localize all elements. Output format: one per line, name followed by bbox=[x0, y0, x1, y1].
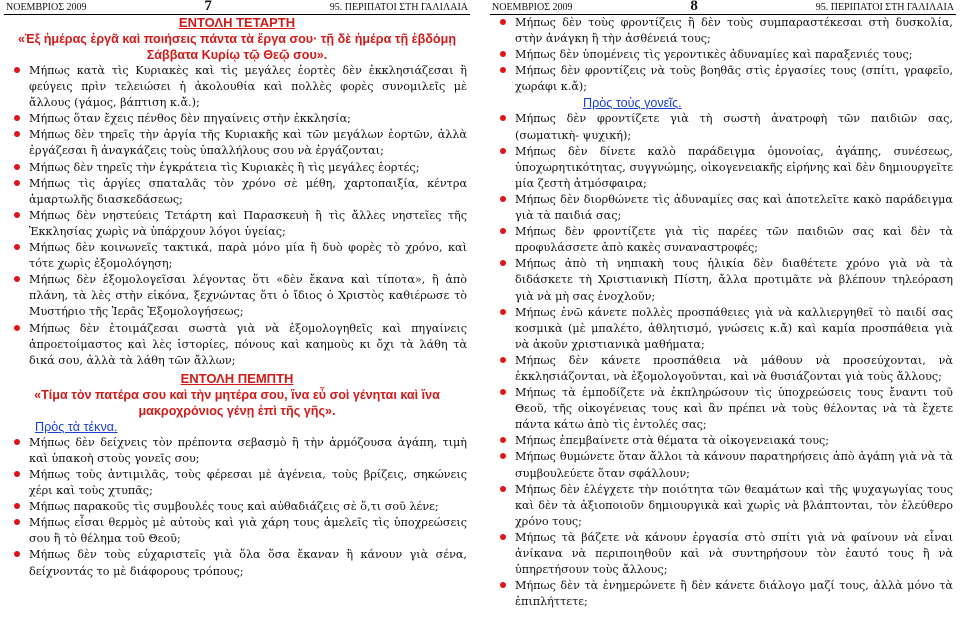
question-list bbox=[7, 63, 467, 369]
page-gutter bbox=[472, 0, 484, 628]
question-item: Μήπως δὲν ἐξομολογεῖσαι λέγοντας ὅτι «δὲν ἔκανα καὶ τίποτα», ἢ ἀπὸ πλάνη, τὰ λὲς στὴν εἰκόνα, ξεχνώντας ὅτι ὁ ἴδιος ὁ Χριστὸς καθιέρωσε τὸ Μυστήριο τῆς Ἱερᾶς Ἐξομολογήσεως; bbox=[7, 272, 467, 320]
question-item: Μήπως δὲν φροντίζετε γιὰ τὴ σωστὴ ἀνατροφὴ τῶν παιδιῶν σας, (σωματικὴ- ψυχική); bbox=[493, 111, 953, 143]
question-item: Μήπως θυμώνετε ὅταν ἄλλοι τὰ κάνουν παρατηρήσεις ἀπὸ ἀγάπη γιὰ νὰ τὰ συμβουλεύετε ὅταν σφάλλουν; bbox=[493, 449, 953, 481]
page-number: 8 bbox=[690, 0, 698, 14]
page-header bbox=[4, 0, 470, 15]
question-item: Μήπως παρακοῦς τὶς συμβουλές τους καὶ αὐθαδιάζεις σὲ ὅ,τι σοῦ λένε; bbox=[7, 499, 467, 515]
question-item: Μήπως τὶς ἀργίες σπαταλᾶς τὸν χρόνο σὲ μέθη, χαρτοπαιξία, κέντρα ἁμαρτωλῆς διασκεδάσεως; bbox=[7, 176, 467, 208]
question-item: Μήπως δὲν ἐλέγχετε τὴν ποιότητα τῶν θεαμάτων καὶ τῆς ψυχαγωγίας τους καὶ δὲν τὰ ἀξιοποιοῦν δημιουργικὰ καὶ χωρὶς νὰ βλάπτονται, τὸν ἐλεύθερο χρόνο τους; bbox=[493, 482, 953, 530]
question-item: Μήπως ἐνῶ κάνετε πολλὲς προσπάθειες γιὰ νὰ καλλιεργηθεῖ τὸ παιδί σας κοσμικὰ (μὲ μπαλέτο, ἀθλητισμό, γνώσεις κ.ἄ) καὶ καμία προσπάθεια γιὰ νὰ ἀκοῦν χριστιανικὰ μαθήματα; bbox=[493, 305, 953, 353]
commandment-quote: «Ἐξ ἡμέρας ἐργᾶ καὶ ποιήσεις πάντα τὰ ἔργα σου· τῇ δὲ ἡμέρα τῇ ἑβδόμῃ Σάββατα Κυρίῳ τῷ Θεῷ σου». bbox=[17, 32, 457, 62]
question-item: Μήπως τοὺς ἀντιμιλᾶς, τοὺς φέρεσαι μὲ ἀγένεια, τοὺς βρίζεις, σηκώνεις χέρι καὶ τοὺς χτυπᾶς; bbox=[7, 467, 467, 499]
question-item: Μήπως δὲν φροντίζεις νὰ τοὺς βοηθᾶς στὶς ἐργασίες τους (σπίτι, γραφεῖο, χωράφι κ.ἄ); bbox=[493, 63, 953, 95]
header-title: 95. ΠΕΡΙΠΑΤΟΙ ΣΤΗ ΓΑΛΙΛΑΙΑ bbox=[815, 2, 954, 13]
page-number: 7 bbox=[204, 0, 212, 14]
question-item: Μήπως ἐπεμβαίνετε στὰ θέματα τὰ οἰκογενειακά τους; bbox=[493, 433, 953, 449]
question-item: Μήπως δὲν τηρεῖς τὴν ἀργία τῆς Κυριακῆς καὶ τῶν μεγάλων ἑορτῶν, ἀλλὰ ἐργάζεσαι ἢ ἀναγκάζεις τοὺς ὑπαλλήλους σου νὰ ἐργάζονται; bbox=[7, 127, 467, 159]
question-item: Μήπως δὲν τηρεῖς τὴν ἐγκράτεια τὶς Κυριακὲς ἢ τὶς μεγάλες ἑορτές; bbox=[7, 160, 467, 176]
question-list-2 bbox=[7, 435, 467, 580]
question-item: Μήπως δὲν ὑπομένεις τὶς γεροντικὲς ἀδυναμίες καὶ παραξενιές τους; bbox=[493, 47, 953, 63]
question-item: Μήπως δὲν διορθώνετε τὶς ἀδυναμίες σας καὶ ἀποτελεῖτε κακὸ παράδειγμα γιὰ τὰ παιδιά σας; bbox=[493, 192, 953, 224]
header-title: 95. ΠΕΡΙΠΑΤΟΙ ΣΤΗ ΓΑΛΙΛΑΙΑ bbox=[329, 2, 468, 13]
question-item: Μήπως δὲν δίνετε καλὸ παράδειγμα ὁμονοίας, ἀγάπης, συνέσεως, ὑποχωρητικότητας, συγγνώμης, οἰκογενειακῆς εἰρήνης καὶ δὲν δημιουργεῖτε μία ζεστὴ ἀτμόσφαιρα; bbox=[493, 144, 953, 192]
question-item: Μήπως δὲν φροντίζετε γιὰ τὶς παρέες τῶν παιδιῶν σας καὶ δὲν τὰ προφυλάσσετε ἀπὸ κακὲς συναναστροφές; bbox=[493, 224, 953, 256]
question-item: Μήπως κατὰ τὶς Κυριακὲς καὶ τὶς μεγάλες ἑορτὲς δὲν ἐκκλησιάζεσαι ἢ φεύγεις πρὶν τελειώσει ἡ ἀκολουθία καὶ πολλὲς φορὲς συνομιλεῖς μὲ ἄλλους (γάμος, βάπτιση κ.ἄ.); bbox=[7, 63, 467, 111]
header-date: ΝΟΕΜΒΡΙΟΣ 2009 bbox=[6, 2, 87, 13]
commandment-quote-2: «Τίμα τὸν πατέρα σου καὶ τὴν μητέρα σου, ἵνα εὖ σοὶ γένηται καὶ ἵνα μακροχρόνιος γένῃ ἐπὶ τῆς γῆς». bbox=[34, 387, 440, 418]
section-subtitle: Πρὸς τὰ τέκνα. bbox=[35, 419, 118, 434]
question-item: Μήπως ὅταν ἔχεις πένθος δὲν πηγαίνεις στὴν ἐκκλησία; bbox=[7, 111, 467, 127]
question-item: Μήπως δὲν κάνετε προσπάθεια νὰ μάθουν νὰ προσεύχονται, νὰ ἐκκλησιάζονται, νὰ ἐξομολογοῦνται, καὶ νὰ θυσιάζονται γιὰ τοὺς ἄλλους; bbox=[493, 353, 953, 385]
header-date: ΝΟΕΜΒΡΙΟΣ 2009 bbox=[492, 2, 573, 13]
question-item: Μήπως δὲν τὰ ἐνημερώνετε ἢ δὲν κάνετε διάλογο μαζί τους, ἀλλὰ μόνο τὰ ἐπιπλήττετε; bbox=[493, 578, 953, 610]
left-page bbox=[4, 0, 470, 628]
question-item: Μήπως δὲν κοινωνεῖς τακτικά, παρὰ μόνο μία ἢ δυὸ φορὲς τὸ χρόνο, καὶ τότε χωρὶς ἐξομολόγηση; bbox=[7, 240, 467, 272]
question-item: Μήπως τὰ βάζετε νὰ κάνουν ἐργασία στὸ σπίτι γιὰ νὰ φαίνουν νὰ εἶναι ἀνίκανα νὰ περιποιηθοῦν καὶ νὰ συντηρήσουν τὸν ἑαυτό τους ἢ νὰ ὑπηρετήσουν τοὺς ἄλλους; bbox=[493, 530, 953, 578]
right-page bbox=[490, 0, 956, 628]
question-item: Μήπως δὲν τοὺς εὐχαριστεῖς γιὰ ὅλα ὅσα ἔκαναν ἢ κάνουν γιὰ σένα, δείχνοντάς το μὲ διάφορους τρόπους; bbox=[7, 547, 467, 579]
question-item: Μήπως δὲν τοὺς φροντίζεις ἢ δὲν τοὺς συμπαραστέκεσαι στὴ δυσκολία, στὴν ἀνάγκη ἢ τὴν ἀσθένειά τους; bbox=[493, 15, 953, 47]
page-body bbox=[4, 15, 470, 580]
page-body bbox=[490, 15, 956, 610]
question-item: Μήπως τὰ ἐμποδίζετε νὰ ἐκπληρώσουν τὶς ὑποχρεώσεις τους ἔναντι τοῦ Θεοῦ, τῆς οἰκογένειας τους καὶ ἂν πρέπει νὰ τοὺς θέλοντας νὰ τὰ ἔχετε πάντα κάτω ἀπὸ τὶς ἐντολές σας; bbox=[493, 385, 953, 433]
page-header bbox=[490, 0, 956, 15]
question-item: Μήπως δὲν δείχνεις τὸν πρέποντα σεβασμὸ ἢ τὴν ἁρμόζουσα ἀγάπη, τιμὴ καὶ ὑπακοὴ στοὺς γονεῖς σου; bbox=[7, 435, 467, 467]
question-item: Μήπως δὲν νηστεύεις Τετάρτη καὶ Παρασκευὴ ἢ τὶς ἄλλες νηστεῖες τῆς Ἐκκλησίας χωρὶς νὰ ὑπάρχουν λόγοι ὑγείας; bbox=[7, 208, 467, 240]
question-item: Μήπως εἶσαι θερμὸς μὲ αὐτοὺς καὶ γιὰ χάρη τους ἀμελεῖς τὶς ὑποχρεώσεις σου ἢ τὸ θέλημα τοῦ Θεοῦ; bbox=[7, 515, 467, 547]
commandment-title: ΕΝΤΟΛΗ ΤΕΤΑΡΤΗ bbox=[178, 15, 296, 30]
question-list-2 bbox=[493, 111, 953, 610]
question-item: Μήπως ἀπὸ τὴ νηπιακὴ τους ἡλικία δὲν διαθέτετε χρόνο γιὰ νὰ τὰ διδάσκετε τὴ Χριστιανικὴ Πίστη, ἄλλα προτιμᾶτε νὰ βλέπουν τηλεόραση γιὰ νὰ μὴ σας ἐνοχλοῦν; bbox=[493, 256, 953, 304]
section-subtitle: Πρὸς τοὺς γονεῖς. bbox=[583, 96, 682, 111]
commandment-title-2: ΕΝΤΟΛΗ ΠΕΜΠΤΗ bbox=[180, 370, 294, 386]
question-list bbox=[493, 15, 953, 95]
question-item: Μήπως δὲν ἑτοιμάζεσαι σωστὰ γιὰ νὰ ἐξομολογηθεῖς καὶ πηγαίνεις ἀπροετοίμαστος καὶ λὲς ἱστορίες, πόνους καὶ καημοὺς κι ὄχι τὰ λάθη τὰ δικά σου, ἀλλὰ τὰ λάθη τῶν ἄλλων; bbox=[7, 321, 467, 369]
